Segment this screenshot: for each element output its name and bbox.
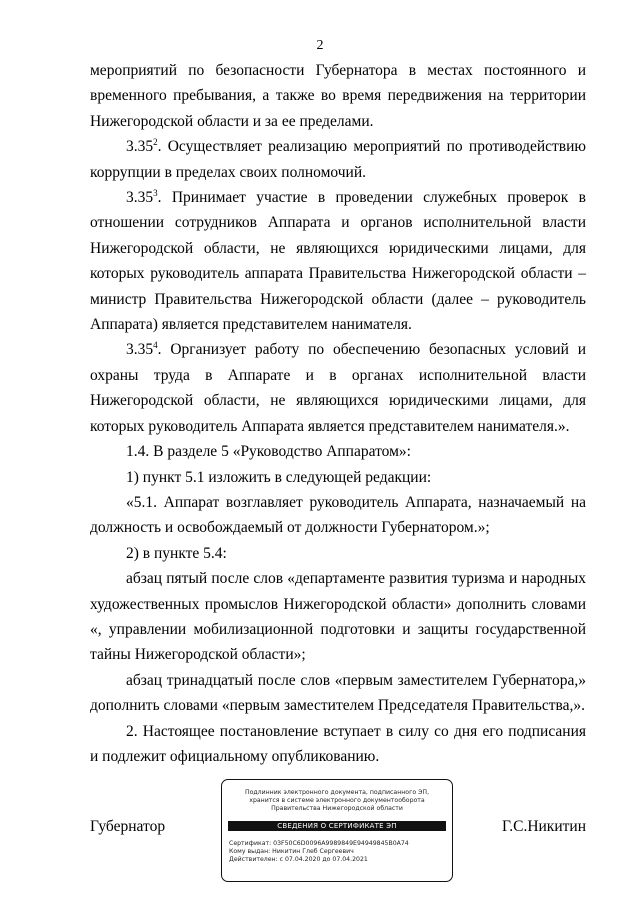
paragraph-1-4: 1.4. В разделе 5 «Руководство Аппаратом»: xyxy=(126,443,411,461)
stamp-line: хранится в системе электронного документооборота xyxy=(249,797,425,804)
stamp-validity: Действителен: с 07.04.2020 до 07.04.2021 xyxy=(229,856,368,863)
signatory-name: Г.С.Никитин xyxy=(502,818,586,835)
paragraph-continuation: мероприятий по безопасности Губернатора в местах постоянного и временного пребывания, а также во время передвижения на территории Нижегородской области и за ее пределами. xyxy=(90,62,586,130)
paragraph-3-35-3 xyxy=(90,185,586,337)
paragraph-item-2: 2) в пункте 5.4: xyxy=(126,544,227,562)
page-number: 2 xyxy=(316,38,324,53)
clause-superscript: 4 xyxy=(153,340,158,351)
clause-text: . Принимает участие в проведении служебных проверок в отношении сотрудников Аппарата и органов исполнительной власти Нижегородской области, не являющихся юридическими лицами, для которых руководитель аппарата Правительства Нижегородской области – министр Правительства Нижегородской области (далее – руководитель Аппарата) является представителем нанимателя. xyxy=(90,189,586,334)
signatory-position: Губернатор xyxy=(90,818,166,835)
clause-superscript: 2 xyxy=(153,137,158,148)
digital-signature-stamp xyxy=(221,779,453,882)
stamp-certificate-id: Сертификат: 03F50C6D0096A9989849E94949845B0A74 xyxy=(229,840,409,847)
document-body xyxy=(90,58,586,769)
clause-text: . Организует работу по обеспечению безопасных условий и охраны труда в Аппарате и в органах исполнительной власти Нижегородской области, не являющихся юридическими лицами, для которых руководитель Аппарата является представителем нанимателя.». xyxy=(90,341,586,435)
stamp-details xyxy=(222,831,452,864)
paragraph-5-1-quote: «5.1. Аппарат возглавляет руководитель Аппарата, назначаемый на должность и освобождаемый от должности Губернатором.»; xyxy=(90,493,586,537)
paragraph-abzac-5: абзац пятый после слов «департаменте развития туризма и народных художественных промыслов Нижегородской области» дополнить словами «, управлении мобилизационной подготовки и защиты государственной тайны Нижегородской области»; xyxy=(90,570,586,664)
paragraph-3-35-2 xyxy=(90,134,586,185)
stamp-header xyxy=(222,780,452,813)
paragraph-3-35-4 xyxy=(90,337,586,439)
clause-number: 3.35 xyxy=(126,189,154,207)
stamp-issued-to: Кому выдан: Никитин Глеб Сергеевич xyxy=(229,848,354,855)
stamp-line: Подлинник электронного документа, подписанного ЭП, xyxy=(244,789,430,796)
paragraph-2-effective: 2. Настоящее постановление вступает в силу со дня его подписания и подлежит официальному опубликованию. xyxy=(90,722,586,765)
clause-superscript: 3 xyxy=(153,187,158,198)
clause-text: . Осуществляет реализацию мероприятий по противодействию коррупции в пределах своих полномочий. xyxy=(90,138,586,181)
paragraph-item-1: 1) пункт 5.1 изложить в следующей редакции: xyxy=(126,468,432,486)
stamp-line: Правительства Нижегородской области xyxy=(271,805,403,812)
paragraph-abzac-13: абзац тринадцатый после слов «первым заместителем Губернатора,» дополнить словами «первым заместителем Председателя Правительства,». xyxy=(90,671,586,715)
clause-number: 3.35 xyxy=(126,138,154,156)
clause-number: 3.35 xyxy=(126,341,154,359)
stamp-certificate-bar: СВЕДЕНИЯ О СЕРТИФИКАТЕ ЭП xyxy=(228,821,446,831)
